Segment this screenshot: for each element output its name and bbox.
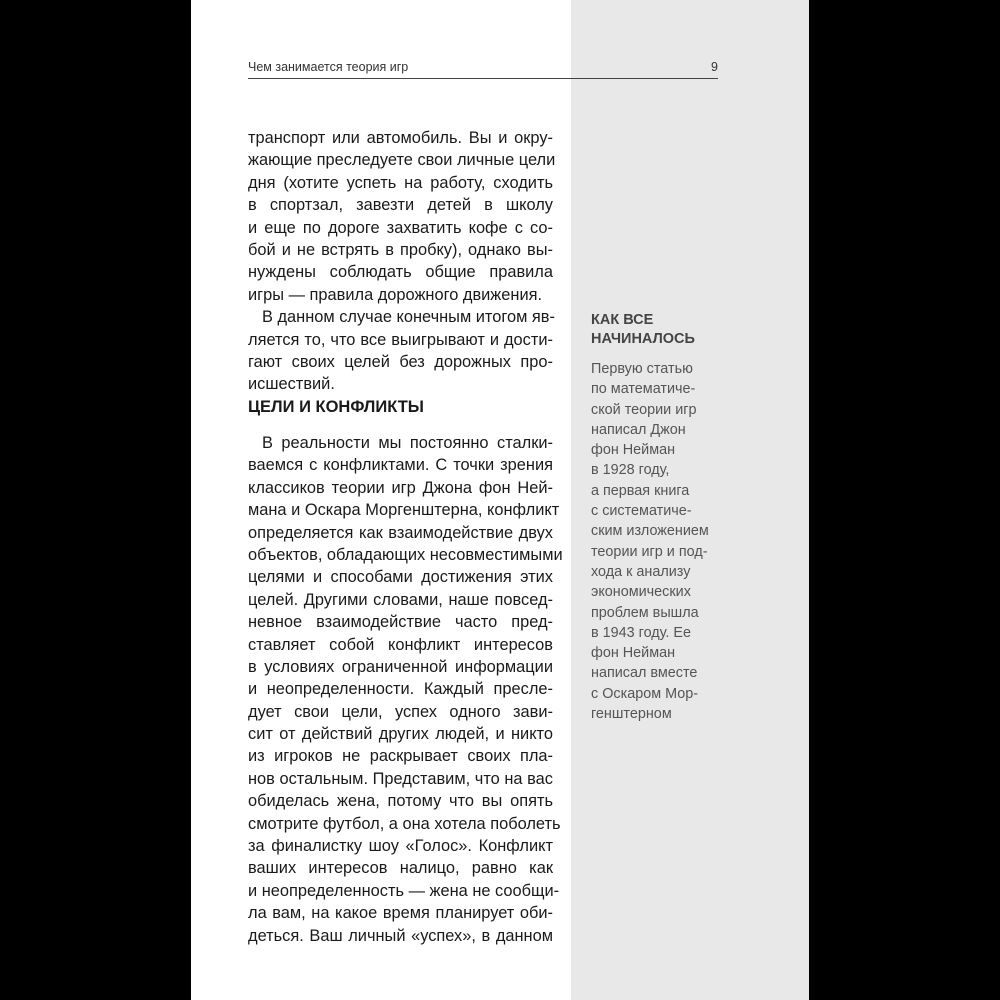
sidebar-title-line: НАЧИНАЛОСЬ (591, 331, 695, 347)
sidebar-line: экономических (591, 584, 691, 601)
text-line: дня (хотите успеть на работу, сходить (248, 173, 553, 192)
text-line: объектов, обладающих несовместимыми (248, 545, 563, 564)
text-line: целями и способами достижения этих (248, 568, 553, 587)
paragraph-2 (248, 306, 553, 396)
sidebar-title-line: КАК ВСЕ (591, 312, 654, 328)
text-line: в спортзал, завезти детей в школу (248, 196, 553, 215)
text-line: исшествий. (248, 375, 335, 394)
text-line: смотрите футбол, а она хотела поболеть (248, 814, 561, 833)
text-line: нуждены соблюдать общие правила (248, 263, 553, 282)
text-line: классиков теории игр Джона фон Ней- (248, 478, 553, 497)
sidebar-line: ским изложением (591, 523, 709, 540)
sidebar-line: в 1943 году. Ее (591, 624, 692, 641)
sidebar-line: написал вместе (591, 665, 698, 682)
sidebar-line: а первая книга (591, 482, 690, 499)
text-line: игры — правила дорожного движения. (248, 285, 543, 304)
text-line: ваших интересов налицо, равно как (248, 859, 553, 878)
text-line: и еще по дороге захватить кофе с со- (248, 218, 553, 237)
sidebar-line: генштерном (591, 706, 672, 723)
sidebar-line: хода к анализу (591, 563, 691, 580)
paragraph-3 (248, 432, 563, 947)
text-line: ляется то, что все выигрывают и дости- (248, 330, 553, 349)
sidebar-note (591, 311, 731, 724)
sidebar-line: проблем вышла (591, 604, 699, 621)
text-line: В реальности мы постоянно сталки- (262, 434, 553, 452)
main-text-bottom (248, 432, 563, 947)
section-heading: ЦЕЛИ И КОНФЛИКТЫ (248, 398, 424, 416)
text-line: В данном случае конечным итогом яв- (262, 308, 555, 327)
paragraph-1 (248, 127, 556, 306)
text-line: за финалистку шоу «Голос». Конфликт (248, 837, 553, 856)
text-line: ставляет собой конфликт интересов (248, 635, 553, 654)
page-number: 9 (711, 60, 718, 74)
sidebar-line: с систематиче- (591, 503, 692, 520)
text-line: невное взаимодействие часто пред- (248, 613, 553, 632)
text-line: дует свои цели, успех одного зави- (248, 702, 553, 721)
sidebar-line: ской теории игр (591, 401, 697, 418)
sidebar-line: теории игр и под- (591, 543, 708, 560)
book-page (191, 0, 809, 1000)
sidebar-title (591, 311, 731, 349)
sidebar-line: Первую статью (591, 361, 693, 377)
main-text-top (248, 127, 556, 396)
text-line: гают своих целей без дорожных про- (248, 352, 553, 371)
sidebar-line: фон Нейман (591, 645, 676, 662)
text-line: ла вам, на какое время планирует оби- (248, 904, 553, 923)
text-line: обиделась жена, потому что вы опять (248, 792, 553, 811)
text-line: в условиях ограниченной информации (248, 657, 553, 676)
text-line: деться. Ваш личный «успех», в данном (248, 926, 553, 945)
text-line: бой и не встрять в пробку), однако вы- (248, 240, 553, 259)
sidebar-line: по математиче- (591, 381, 696, 398)
text-line: транспорт или автомобиль. Вы и окру- (248, 129, 553, 147)
sidebar-line: написал Джон (591, 421, 686, 438)
sidebar-line: фон Нейман (591, 442, 676, 459)
text-line: целей. Другими словами, наше повсед- (248, 590, 553, 609)
sidebar-line: с Оскаром Мор- (591, 685, 699, 702)
text-line: жающие преследуете свои личные цели (248, 151, 556, 170)
text-line: из игроков не раскрывает своих пла- (248, 747, 553, 766)
text-line: ваемся с конфликтами. С точки зрения (248, 456, 553, 475)
text-line: нов остальным. Представим, что на вас (248, 769, 553, 788)
running-header (248, 60, 718, 79)
text-line: и неопределенность — жена не сообщи- (248, 881, 560, 900)
sidebar-body (591, 359, 731, 724)
text-line: сит от действий других людей, и никто (248, 725, 553, 744)
text-line: определяется как взаимодействие двух (248, 523, 553, 542)
header-title: Чем занимается теория игр (248, 60, 409, 74)
sidebar-line: в 1928 году, (591, 462, 670, 479)
text-line: и неопределенности. Каждый пресле- (248, 680, 553, 699)
text-line: мана и Оскара Моргенштерна, конфликт (248, 501, 560, 520)
